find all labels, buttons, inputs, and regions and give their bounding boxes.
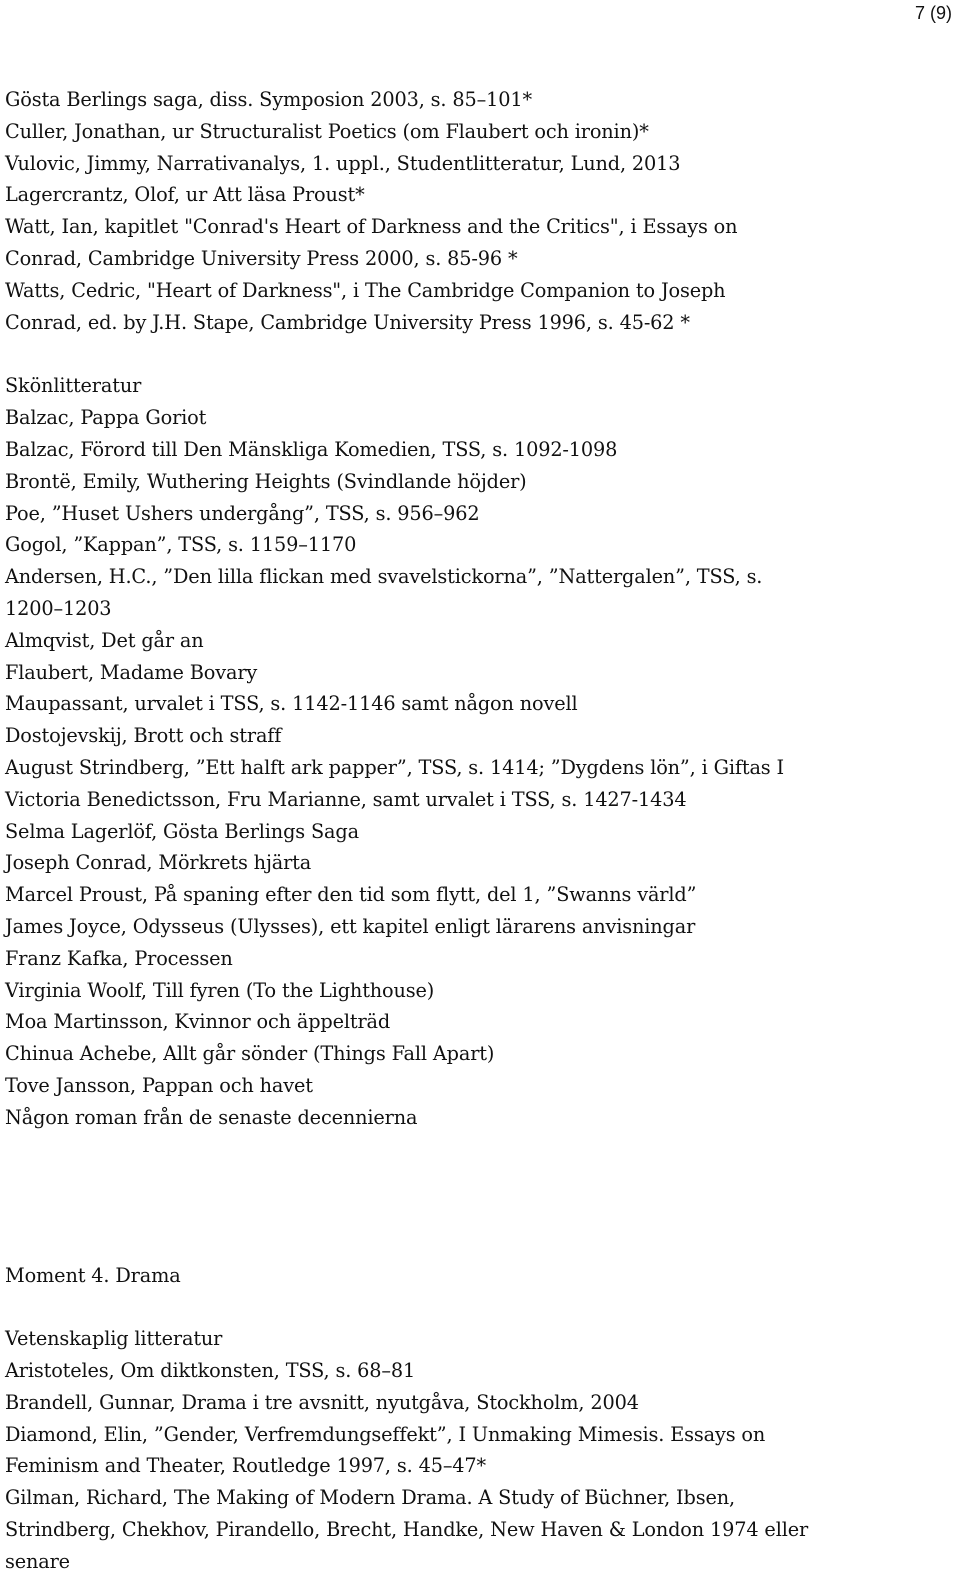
fiction-item: Någon roman från de senaste decennierna	[5, 1105, 418, 1129]
spacer	[5, 1291, 950, 1323]
fiction-item: Chinua Achebe, Allt går sönder (Things Fall Apart)	[5, 1042, 495, 1066]
reference-line: Culler, Jonathan, ur Structuralist Poetics (om Flaubert och ironin)*	[5, 119, 649, 143]
fiction-item: Dostojevskij, Brott och straff	[5, 724, 282, 748]
reference-list-top	[5, 84, 950, 338]
scholarly-section	[5, 1323, 950, 1577]
fiction-item: Poe, ”Huset Ushers undergång”, TSS, s. 956–962	[5, 501, 480, 525]
fiction-item: Maupassant, urvalet i TSS, s. 1142-1146 samt någon novell	[5, 692, 578, 716]
scholarly-item: Gilman, Richard, The Making of Modern Drama. A Study of Büchner, Ibsen,	[5, 1486, 735, 1510]
reference-line: Watts, Cedric, "Heart of Darkness", i The Cambridge Companion to Joseph	[5, 278, 726, 302]
spacer	[5, 1134, 950, 1260]
scholarly-item: Brandell, Gunnar, Drama i tre avsnitt, nyutgåva, Stockholm, 2004	[5, 1390, 639, 1414]
fiction-section	[5, 370, 950, 1133]
scholarly-item: Feminism and Theater, Routledge 1997, s. 45–47*	[5, 1454, 487, 1478]
fiction-item: Virginia Woolf, Till fyren (To the Lighthouse)	[5, 978, 435, 1002]
scholarly-item: Aristoteles, Om diktkonsten, TSS, s. 68–81	[5, 1359, 416, 1383]
fiction-item: James Joyce, Odysseus (Ulysses), ett kapitel enligt lärarens anvisningar	[5, 914, 696, 938]
fiction-item: Tove Jansson, Pappan och havet	[5, 1073, 313, 1097]
fiction-item: Moa Martinsson, Kvinnor och äppelträd	[5, 1010, 391, 1034]
reference-line: Lagercrantz, Olof, ur Att läsa Proust*	[5, 183, 365, 207]
fiction-item: Flaubert, Madame Bovary	[5, 660, 258, 684]
scholarly-item: senare	[5, 1549, 70, 1573]
page-number: 7 (9)	[914, 3, 952, 23]
fiction-item: Gogol, ”Kappan”, TSS, s. 1159–1170	[5, 533, 357, 557]
fiction-item: Balzac, Pappa Goriot	[5, 406, 207, 430]
fiction-item: Balzac, Förord till Den Mänskliga Komedien, TSS, s. 1092-1098	[5, 437, 618, 461]
fiction-item: Brontë, Emily, Wuthering Heights (Svindlande höjder)	[5, 469, 527, 493]
document-body	[5, 84, 950, 1578]
spacer	[5, 338, 950, 370]
fiction-item: Franz Kafka, Processen	[5, 946, 233, 970]
fiction-item: Selma Lagerlöf, Gösta Berlings Saga	[5, 819, 359, 843]
fiction-item: Joseph Conrad, Mörkrets hjärta	[5, 851, 312, 875]
fiction-item: Victoria Benedictsson, Fru Marianne, samt urvalet i TSS, s. 1427-1434	[5, 787, 687, 811]
scholarly-item: Diamond, Elin, ”Gender, Verfremdungseffekt”, I Unmaking Mimesis. Essays on	[5, 1422, 766, 1446]
section-heading-fiction: Skönlitteratur	[5, 374, 142, 398]
section-heading-scholarly: Vetenskaplig litteratur	[5, 1327, 223, 1351]
reference-line: Watt, Ian, kapitlet "Conrad's Heart of Darkness and the Critics", i Essays on	[5, 215, 738, 239]
reference-line: Conrad, ed. by J.H. Stape, Cambridge University Press 1996, s. 45-62 *	[5, 310, 690, 334]
fiction-item: 1200–1203	[5, 596, 112, 620]
reference-line: Gösta Berlings saga, diss. Symposion 2003, s. 85–101*	[5, 88, 532, 111]
reference-line: Vulovic, Jimmy, Narrativanalys, 1. uppl., Studentlitteratur, Lund, 2013	[5, 151, 681, 175]
scholarly-item: Strindberg, Chekhov, Pirandello, Brecht, Handke, New Haven & London 1974 eller	[5, 1518, 809, 1542]
fiction-item: Almqvist, Det går an	[5, 628, 204, 652]
moment-heading: Moment 4. Drama	[5, 1263, 181, 1287]
reference-line: Conrad, Cambridge University Press 2000, s. 85-96 *	[5, 246, 518, 270]
fiction-item: Andersen, H.C., ”Den lilla flickan med svavelstickorna”, ”Nattergalen”, TSS, s.	[5, 565, 763, 589]
fiction-item: August Strindberg, ”Ett halft ark papper”, TSS, s. 1414; ”Dygdens lön”, i Giftas I	[5, 755, 784, 779]
fiction-item: Marcel Proust, På spaning efter den tid som flytt, del 1, ”Swanns värld”	[5, 883, 697, 907]
